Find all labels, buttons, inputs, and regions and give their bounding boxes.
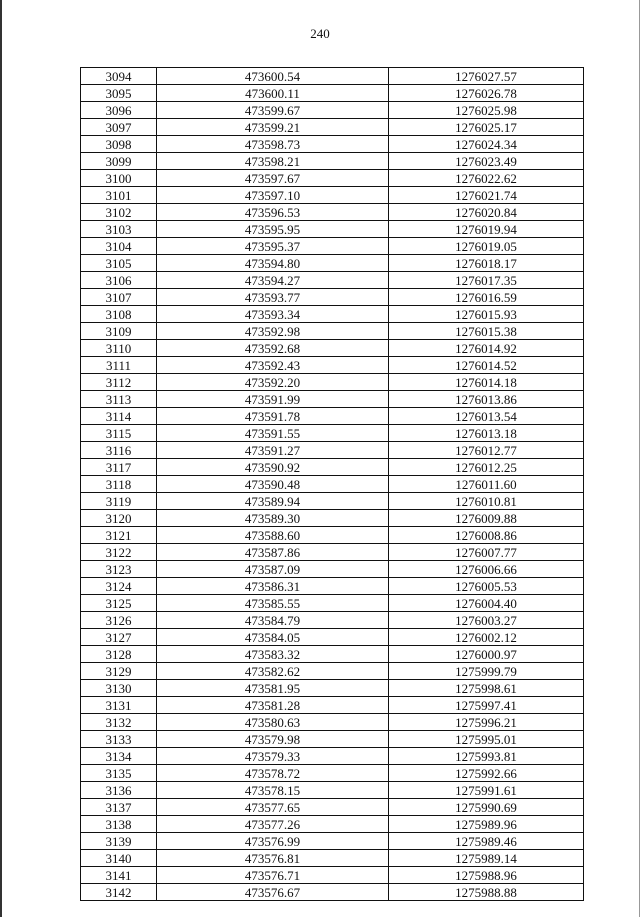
point-id-cell: 3138 xyxy=(81,816,157,833)
point-id-cell: 3098 xyxy=(81,136,157,153)
table-row xyxy=(81,459,584,476)
y-coordinate-cell: 1276004.40 xyxy=(389,595,584,612)
table-row xyxy=(81,850,584,867)
point-id-cell: 3107 xyxy=(81,289,157,306)
table-row xyxy=(81,204,584,221)
y-coordinate-cell: 1275988.88 xyxy=(389,884,584,901)
x-coordinate-cell: 473593.34 xyxy=(157,306,389,323)
page-number: 240 xyxy=(310,26,330,41)
point-id-cell: 3134 xyxy=(81,748,157,765)
point-id-cell: 3099 xyxy=(81,153,157,170)
x-coordinate-cell: 473577.26 xyxy=(157,816,389,833)
table-row xyxy=(81,663,584,680)
x-coordinate-cell: 473590.92 xyxy=(157,459,389,476)
table-row xyxy=(81,765,584,782)
point-id-cell: 3127 xyxy=(81,629,157,646)
point-id-cell: 3142 xyxy=(81,884,157,901)
y-coordinate-cell: 1276024.34 xyxy=(389,136,584,153)
point-id-cell: 3101 xyxy=(81,187,157,204)
x-coordinate-cell: 473578.15 xyxy=(157,782,389,799)
point-id-cell: 3104 xyxy=(81,238,157,255)
x-coordinate-cell: 473594.80 xyxy=(157,255,389,272)
table-row xyxy=(81,476,584,493)
y-coordinate-cell: 1275989.96 xyxy=(389,816,584,833)
point-id-cell: 3131 xyxy=(81,697,157,714)
table-row xyxy=(81,646,584,663)
x-coordinate-cell: 473589.30 xyxy=(157,510,389,527)
x-coordinate-cell: 473582.62 xyxy=(157,663,389,680)
point-id-cell: 3125 xyxy=(81,595,157,612)
y-coordinate-cell: 1276007.77 xyxy=(389,544,584,561)
y-coordinate-cell: 1275989.14 xyxy=(389,850,584,867)
x-coordinate-cell: 473587.86 xyxy=(157,544,389,561)
table-row xyxy=(81,629,584,646)
y-coordinate-cell: 1276010.81 xyxy=(389,493,584,510)
x-coordinate-cell: 473588.60 xyxy=(157,527,389,544)
x-coordinate-cell: 473589.94 xyxy=(157,493,389,510)
point-id-cell: 3132 xyxy=(81,714,157,731)
x-coordinate-cell: 473579.98 xyxy=(157,731,389,748)
x-coordinate-cell: 473597.10 xyxy=(157,187,389,204)
point-id-cell: 3137 xyxy=(81,799,157,816)
table-row xyxy=(81,136,584,153)
point-id-cell: 3103 xyxy=(81,221,157,238)
y-coordinate-cell: 1276023.49 xyxy=(389,153,584,170)
point-id-cell: 3133 xyxy=(81,731,157,748)
table-row xyxy=(81,289,584,306)
y-coordinate-cell: 1275999.79 xyxy=(389,663,584,680)
point-id-cell: 3135 xyxy=(81,765,157,782)
point-id-cell: 3108 xyxy=(81,306,157,323)
x-coordinate-cell: 473576.71 xyxy=(157,867,389,884)
x-coordinate-cell: 473593.77 xyxy=(157,289,389,306)
table-row xyxy=(81,408,584,425)
table-row xyxy=(81,306,584,323)
table-row xyxy=(81,238,584,255)
x-coordinate-cell: 473600.54 xyxy=(157,68,389,85)
table-row xyxy=(81,119,584,136)
y-coordinate-cell: 1276021.74 xyxy=(389,187,584,204)
point-id-cell: 3136 xyxy=(81,782,157,799)
point-id-cell: 3112 xyxy=(81,374,157,391)
point-id-cell: 3095 xyxy=(81,85,157,102)
x-coordinate-cell: 473580.63 xyxy=(157,714,389,731)
x-coordinate-cell: 473576.67 xyxy=(157,884,389,901)
y-coordinate-cell: 1276008.86 xyxy=(389,527,584,544)
table-row xyxy=(81,493,584,510)
x-coordinate-cell: 473581.28 xyxy=(157,697,389,714)
table-row xyxy=(81,884,584,901)
y-coordinate-cell: 1276016.59 xyxy=(389,289,584,306)
table-row xyxy=(81,340,584,357)
x-coordinate-cell: 473591.27 xyxy=(157,442,389,459)
x-coordinate-cell: 473584.79 xyxy=(157,612,389,629)
point-id-cell: 3116 xyxy=(81,442,157,459)
y-coordinate-cell: 1276018.17 xyxy=(389,255,584,272)
table-row xyxy=(81,748,584,765)
x-coordinate-cell: 473586.31 xyxy=(157,578,389,595)
table-row xyxy=(81,391,584,408)
x-coordinate-cell: 473579.33 xyxy=(157,748,389,765)
scan-edge-left xyxy=(0,0,2,917)
point-id-cell: 3113 xyxy=(81,391,157,408)
x-coordinate-cell: 473587.09 xyxy=(157,561,389,578)
table-row xyxy=(81,867,584,884)
x-coordinate-cell: 473577.65 xyxy=(157,799,389,816)
point-id-cell: 3106 xyxy=(81,272,157,289)
point-id-cell: 3139 xyxy=(81,833,157,850)
table-row xyxy=(81,612,584,629)
x-coordinate-cell: 473592.43 xyxy=(157,357,389,374)
point-id-cell: 3105 xyxy=(81,255,157,272)
y-coordinate-cell: 1276000.97 xyxy=(389,646,584,663)
table-row xyxy=(81,578,584,595)
y-coordinate-cell: 1276009.88 xyxy=(389,510,584,527)
y-coordinate-cell: 1276026.78 xyxy=(389,85,584,102)
table-row xyxy=(81,102,584,119)
table-row xyxy=(81,187,584,204)
x-coordinate-cell: 473581.95 xyxy=(157,680,389,697)
table-row xyxy=(81,697,584,714)
x-coordinate-cell: 473595.95 xyxy=(157,221,389,238)
y-coordinate-cell: 1276014.18 xyxy=(389,374,584,391)
point-id-cell: 3124 xyxy=(81,578,157,595)
x-coordinate-cell: 473598.21 xyxy=(157,153,389,170)
point-id-cell: 3097 xyxy=(81,119,157,136)
x-coordinate-cell: 473591.55 xyxy=(157,425,389,442)
point-id-cell: 3129 xyxy=(81,663,157,680)
table-row xyxy=(81,425,584,442)
y-coordinate-cell: 1275988.96 xyxy=(389,867,584,884)
y-coordinate-cell: 1276014.92 xyxy=(389,340,584,357)
table-row xyxy=(81,833,584,850)
y-coordinate-cell: 1276011.60 xyxy=(389,476,584,493)
point-id-cell: 3120 xyxy=(81,510,157,527)
table-row xyxy=(81,680,584,697)
point-id-cell: 3100 xyxy=(81,170,157,187)
y-coordinate-cell: 1276015.93 xyxy=(389,306,584,323)
x-coordinate-cell: 473578.72 xyxy=(157,765,389,782)
x-coordinate-cell: 473584.05 xyxy=(157,629,389,646)
x-coordinate-cell: 473583.32 xyxy=(157,646,389,663)
point-id-cell: 3141 xyxy=(81,867,157,884)
point-id-cell: 3128 xyxy=(81,646,157,663)
y-coordinate-cell: 1275997.41 xyxy=(389,697,584,714)
point-id-cell: 3094 xyxy=(81,68,157,85)
table-row xyxy=(81,731,584,748)
point-id-cell: 3140 xyxy=(81,850,157,867)
point-id-cell: 3118 xyxy=(81,476,157,493)
y-coordinate-cell: 1276006.66 xyxy=(389,561,584,578)
table-row xyxy=(81,510,584,527)
x-coordinate-cell: 473592.20 xyxy=(157,374,389,391)
table-row xyxy=(81,714,584,731)
point-id-cell: 3123 xyxy=(81,561,157,578)
point-id-cell: 3122 xyxy=(81,544,157,561)
x-coordinate-cell: 473599.67 xyxy=(157,102,389,119)
y-coordinate-cell: 1276027.57 xyxy=(389,68,584,85)
table-row xyxy=(81,170,584,187)
y-coordinate-cell: 1276013.54 xyxy=(389,408,584,425)
y-coordinate-cell: 1276019.05 xyxy=(389,238,584,255)
point-id-cell: 3119 xyxy=(81,493,157,510)
point-id-cell: 3115 xyxy=(81,425,157,442)
y-coordinate-cell: 1276019.94 xyxy=(389,221,584,238)
point-id-cell: 3109 xyxy=(81,323,157,340)
table-row xyxy=(81,442,584,459)
x-coordinate-cell: 473600.11 xyxy=(157,85,389,102)
x-coordinate-cell: 473585.55 xyxy=(157,595,389,612)
table-row xyxy=(81,357,584,374)
x-coordinate-cell: 473576.99 xyxy=(157,833,389,850)
table-row xyxy=(81,153,584,170)
y-coordinate-cell: 1276025.17 xyxy=(389,119,584,136)
table-row xyxy=(81,527,584,544)
table-row xyxy=(81,799,584,816)
point-id-cell: 3126 xyxy=(81,612,157,629)
x-coordinate-cell: 473591.99 xyxy=(157,391,389,408)
y-coordinate-cell: 1275998.61 xyxy=(389,680,584,697)
x-coordinate-cell: 473591.78 xyxy=(157,408,389,425)
y-coordinate-cell: 1276020.84 xyxy=(389,204,584,221)
y-coordinate-cell: 1276022.62 xyxy=(389,170,584,187)
y-coordinate-cell: 1275993.81 xyxy=(389,748,584,765)
x-coordinate-cell: 473599.21 xyxy=(157,119,389,136)
point-id-cell: 3114 xyxy=(81,408,157,425)
x-coordinate-cell: 473592.68 xyxy=(157,340,389,357)
y-coordinate-cell: 1276014.52 xyxy=(389,357,584,374)
table-row xyxy=(81,544,584,561)
y-coordinate-cell: 1275989.46 xyxy=(389,833,584,850)
y-coordinate-cell: 1276017.35 xyxy=(389,272,584,289)
y-coordinate-cell: 1276013.86 xyxy=(389,391,584,408)
table-row xyxy=(81,255,584,272)
point-id-cell: 3110 xyxy=(81,340,157,357)
table-row xyxy=(81,68,584,85)
y-coordinate-cell: 1276005.53 xyxy=(389,578,584,595)
y-coordinate-cell: 1276025.98 xyxy=(389,102,584,119)
table-row xyxy=(81,782,584,799)
y-coordinate-cell: 1275991.61 xyxy=(389,782,584,799)
x-coordinate-cell: 473592.98 xyxy=(157,323,389,340)
table-row xyxy=(81,561,584,578)
table-row xyxy=(81,816,584,833)
point-id-cell: 3130 xyxy=(81,680,157,697)
x-coordinate-cell: 473596.53 xyxy=(157,204,389,221)
y-coordinate-cell: 1276002.12 xyxy=(389,629,584,646)
point-id-cell: 3102 xyxy=(81,204,157,221)
x-coordinate-cell: 473576.81 xyxy=(157,850,389,867)
y-coordinate-cell: 1276015.38 xyxy=(389,323,584,340)
coordinate-table xyxy=(80,67,584,901)
point-id-cell: 3117 xyxy=(81,459,157,476)
table-row xyxy=(81,85,584,102)
y-coordinate-cell: 1276003.27 xyxy=(389,612,584,629)
point-id-cell: 3121 xyxy=(81,527,157,544)
table-row xyxy=(81,221,584,238)
x-coordinate-cell: 473590.48 xyxy=(157,476,389,493)
y-coordinate-cell: 1275996.21 xyxy=(389,714,584,731)
point-id-cell: 3096 xyxy=(81,102,157,119)
table-row xyxy=(81,595,584,612)
y-coordinate-cell: 1275995.01 xyxy=(389,731,584,748)
x-coordinate-cell: 473595.37 xyxy=(157,238,389,255)
y-coordinate-cell: 1276013.18 xyxy=(389,425,584,442)
x-coordinate-cell: 473594.27 xyxy=(157,272,389,289)
x-coordinate-cell: 473598.73 xyxy=(157,136,389,153)
x-coordinate-cell: 473597.67 xyxy=(157,170,389,187)
y-coordinate-cell: 1275992.66 xyxy=(389,765,584,782)
point-id-cell: 3111 xyxy=(81,357,157,374)
y-coordinate-cell: 1276012.25 xyxy=(389,459,584,476)
y-coordinate-cell: 1276012.77 xyxy=(389,442,584,459)
table-row xyxy=(81,272,584,289)
coordinate-table-body xyxy=(81,68,584,901)
table-row xyxy=(81,374,584,391)
y-coordinate-cell: 1275990.69 xyxy=(389,799,584,816)
table-row xyxy=(81,323,584,340)
